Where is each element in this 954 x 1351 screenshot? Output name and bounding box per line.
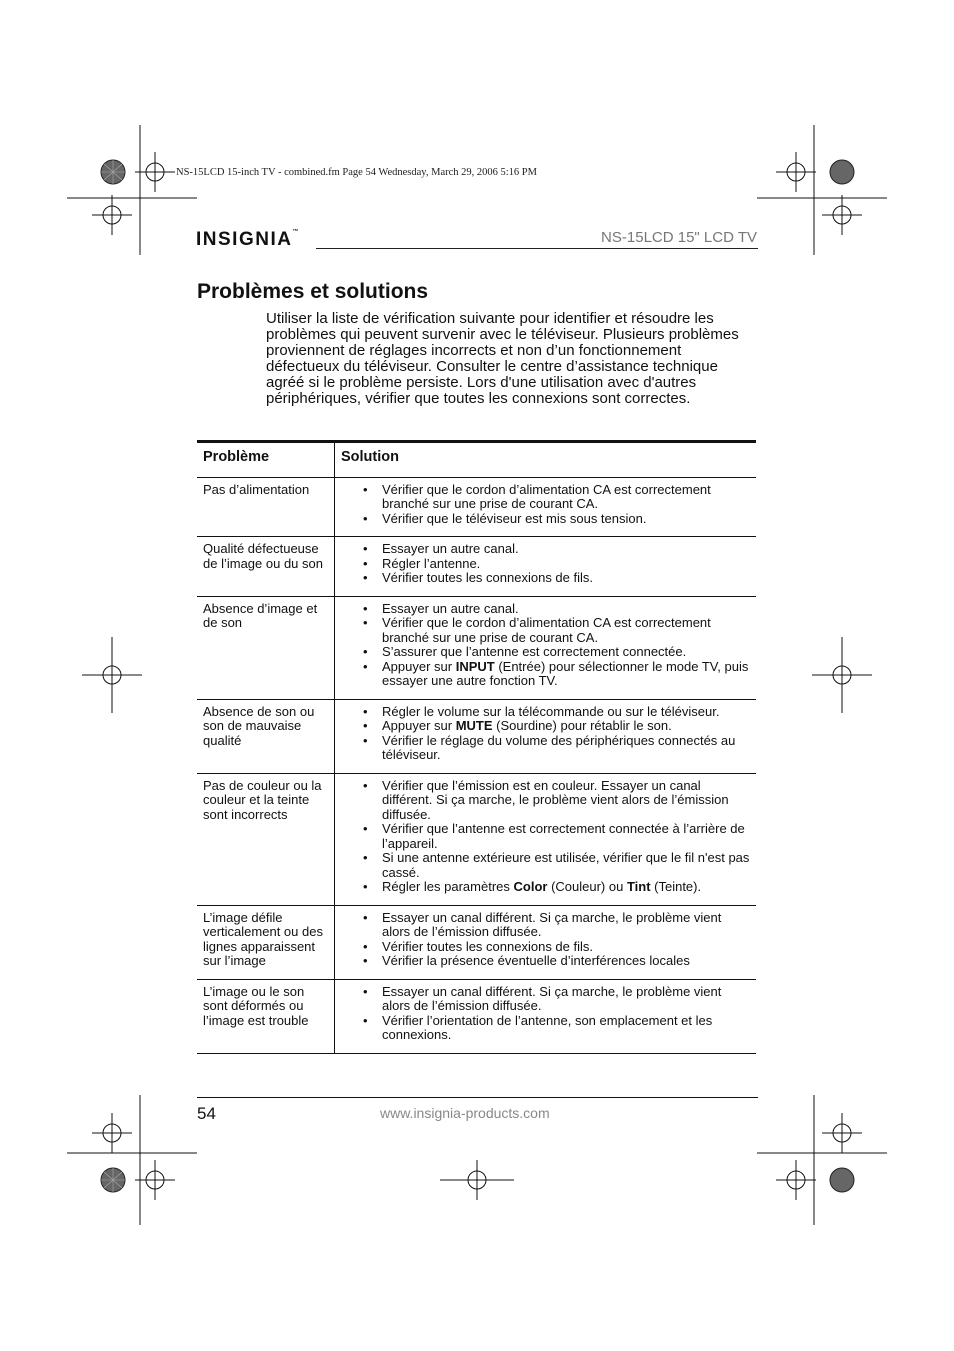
header-solution: Solution xyxy=(341,449,399,465)
page-number: 54 xyxy=(197,1104,216,1123)
solution-text: (Teinte). xyxy=(650,879,702,894)
table-row xyxy=(197,477,756,537)
list-item xyxy=(363,660,750,689)
brand-logo xyxy=(196,229,298,251)
list-item: • Vérifier que le cordon d’alimentation CA est correctement branché sur une prise de courant CA. xyxy=(363,616,750,645)
list-item: • Vérifier que le téléviseur est mis sous tension. xyxy=(363,512,750,527)
troubleshooting-table xyxy=(197,440,756,1054)
list-item xyxy=(363,719,750,734)
list-item: • Vérifier l’orientation de l’antenne, son emplacement et les connexions. xyxy=(363,1014,750,1043)
list-item: • Vérifier le réglage du volume des périphériques connectés au téléviseur. xyxy=(363,734,750,763)
table-row xyxy=(197,979,756,1053)
solution-text: (Couleur) ou xyxy=(547,879,627,894)
solution-cell xyxy=(335,477,757,537)
brand-name: INSIGNIA xyxy=(196,229,293,250)
website-url: www.insignia-products.com xyxy=(380,1105,550,1121)
table-body xyxy=(197,477,756,1053)
intro-paragraph: Utiliser la liste de vérification suivante pour identifier et résoudre les problèmes qui peuvent survenir avec le téléviseur. Plusieurs problèmes proviennent de réglages incorrects et non d’un fonctionnement défectueux du téléviseur. Consulter le centre d’assistance technique agréé si le problème persiste. Lors d'une utilisation avec d'autres périphériques, vérifier que toutes les connexions sont correctes. xyxy=(266,310,739,407)
solution-list xyxy=(341,779,750,895)
button-label-text: INPUT xyxy=(455,658,495,674)
solution-cell xyxy=(335,596,757,699)
header-rule xyxy=(316,248,758,249)
list-item: • S’assurer que l’antenne est correctement connectée. xyxy=(363,645,750,660)
button-label-text: Tint xyxy=(626,879,651,894)
solution-list xyxy=(341,483,750,527)
solution-list xyxy=(341,705,750,763)
solution-text: Appuyer sur xyxy=(382,658,456,674)
problem-cell: L’image ou le son sont déformés ou l’image est trouble xyxy=(197,979,335,1053)
brand-trademark: ™ xyxy=(292,229,299,235)
solution-text: Appuyer sur xyxy=(382,718,456,733)
list-item: • Vérifier toutes les connexions de fils. xyxy=(363,571,750,586)
list-item: • Vérifier que l’émission est en couleur. Essayer un canal différent. Si ça marche, le problème vient alors de l’émission diffusée. xyxy=(363,779,750,823)
list-item: • Vérifier toutes les connexions de fils. xyxy=(363,940,750,955)
list-item: • Essayer un autre canal. xyxy=(363,542,750,557)
table-row xyxy=(197,905,756,979)
list-item: • Vérifier que le cordon d’alimentation CA est correctement branché sur une prise de courant CA. xyxy=(363,483,750,512)
list-item: • Vérifier que l’antenne est correctement connectée à l’arrière de l’appareil. xyxy=(363,822,750,851)
list-item: • Régler l’antenne. xyxy=(363,557,750,572)
problem-cell: Pas de couleur ou la couleur et la teinte sont incorrects xyxy=(197,773,335,905)
solution-cell xyxy=(335,773,757,905)
table-header-row xyxy=(197,442,756,478)
list-item: • Régler le volume sur la télécommande ou sur le téléviseur. xyxy=(363,705,750,720)
header-problem: Problème xyxy=(197,442,335,478)
problem-cell: Absence de son ou son de mauvaise qualité xyxy=(197,699,335,773)
solution-list xyxy=(341,542,750,586)
list-item: • Essayer un canal différent. Si ça marche, le problème vient alors de l’émission diffusée. xyxy=(363,911,750,940)
model-name: NS-15LCD 15" LCD TV xyxy=(601,229,757,246)
solution-list xyxy=(341,985,750,1043)
solution-list xyxy=(341,911,750,969)
problem-cell: L’image défile verticalement ou des lignes apparaissent sur l’image xyxy=(197,905,335,979)
solution-text: (Entrée) pour sélectionner le mode TV, puis essayer une autre fonction TV. xyxy=(382,658,749,688)
button-label-text: MUTE xyxy=(455,718,493,733)
problem-cell: Absence d’image et de son xyxy=(197,596,335,699)
list-item: • Vérifier la présence éventuelle d’interférences locales xyxy=(363,954,750,969)
print-info: NS-15LCD 15-inch TV - combined.fm Page 54 Wednesday, March 29, 2006 5:16 PM xyxy=(176,167,537,178)
solution-cell xyxy=(335,699,757,773)
table-row xyxy=(197,596,756,699)
footer-rule xyxy=(197,1097,758,1098)
button-label-text: Color xyxy=(513,879,548,894)
list-item: • Essayer un canal différent. Si ça marche, le problème vient alors de l’émission diffusée. xyxy=(363,985,750,1014)
list-item: • Essayer un autre canal. xyxy=(363,602,750,617)
list-item: • Si une antenne extérieure est utilisée, vérifier que le fil n'est pas cassé. xyxy=(363,851,750,880)
solution-cell xyxy=(335,905,757,979)
table-row xyxy=(197,537,756,597)
solution-text: Régler les paramètres xyxy=(382,879,514,894)
problem-cell: Qualité défectueuse de l’image ou du son xyxy=(197,537,335,597)
solution-list xyxy=(341,602,750,689)
solution-cell xyxy=(335,979,757,1053)
page-title: Problèmes et solutions xyxy=(197,280,429,303)
solution-text: (Sourdine) pour rétablir le son. xyxy=(492,718,672,733)
problem-cell: Pas d’alimentation xyxy=(197,477,335,537)
table-row xyxy=(197,773,756,905)
solution-cell xyxy=(335,537,757,597)
list-item xyxy=(363,880,750,895)
table-row xyxy=(197,699,756,773)
